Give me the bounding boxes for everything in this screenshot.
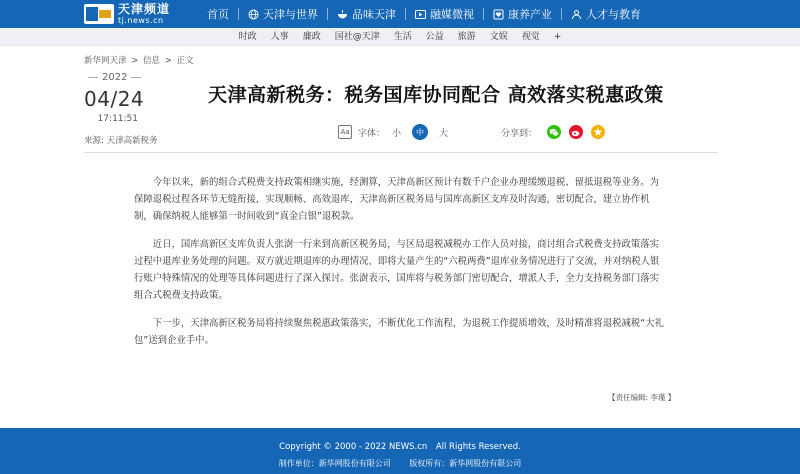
nav-talent-education[interactable]: 人才与教育 bbox=[562, 0, 650, 28]
nav-taste-tianjin[interactable]: 品味天津 bbox=[328, 0, 405, 28]
article-source: 来源: 天津高新税务 bbox=[84, 136, 158, 146]
font-large-button[interactable]: 大 bbox=[439, 128, 449, 139]
font-size-label: 字体： bbox=[358, 128, 386, 139]
breadcrumb bbox=[84, 54, 196, 66]
footer-owner: 版权所有：新华网股份有限公司 bbox=[409, 459, 522, 468]
main-nav bbox=[198, 0, 650, 28]
top-navigation-bar bbox=[0, 0, 800, 28]
breadcrumb-info-link[interactable]: 信息 bbox=[143, 56, 161, 66]
subnav-personnel[interactable]: 人事 bbox=[270, 31, 289, 42]
subnav-public-welfare[interactable]: 公益 bbox=[425, 31, 444, 42]
article-paragraph: 今年以来，新的组合式税费支持政策相继实施，经测算，天津高新区预计有数千户企业办理缓缴退税、留抵退税等业务。为保障退税过程各环节无缝衔接，实现顺畅、高效退库，天津高新区税务局与国库高新区支库及时沟通，密切配合，建立协作机制，确保纳税人能够第一时间收到“真金白银”退税款。 bbox=[134, 177, 660, 222]
font-size-icon: Aa bbox=[338, 125, 352, 139]
logo-title: 天津频道 bbox=[118, 2, 171, 16]
subnav-travel[interactable]: 旅游 bbox=[457, 31, 476, 42]
subnav-more-button[interactable]: + bbox=[553, 31, 562, 42]
article-body bbox=[134, 174, 664, 360]
nav-health-industry[interactable]: 康养产业 bbox=[484, 0, 561, 28]
subnav-entertainment[interactable]: 文娱 bbox=[489, 31, 508, 42]
secondary-nav bbox=[0, 28, 800, 46]
font-medium-button[interactable]: 中 bbox=[412, 124, 428, 140]
play-icon bbox=[415, 9, 426, 20]
share-label: 分享到： bbox=[501, 128, 538, 139]
footer-copyright: Copyright © 2000 - 2022 NEWS.cn All Rights Reserved. bbox=[279, 442, 521, 452]
weibo-share-icon[interactable] bbox=[569, 125, 583, 139]
font-small-button[interactable]: 小 bbox=[392, 128, 402, 139]
globe-icon bbox=[248, 9, 259, 20]
subnav-life[interactable]: 生活 bbox=[393, 31, 412, 42]
breadcrumb-separator: > bbox=[131, 56, 139, 66]
nav-media-video[interactable]: 融媒微视 bbox=[406, 0, 483, 28]
breadcrumb-separator: > bbox=[164, 56, 172, 66]
qzone-share-icon[interactable] bbox=[591, 125, 605, 139]
bowl-icon bbox=[337, 9, 348, 20]
article-title: 天津高新税务：税务国库协同配合 高效落实税惠政策 bbox=[208, 84, 664, 106]
xinhua-logo-icon bbox=[84, 4, 114, 24]
breadcrumb-current: 正文 bbox=[176, 56, 194, 66]
site-footer bbox=[0, 428, 800, 474]
subnav-politics[interactable]: 时政 bbox=[238, 31, 257, 42]
person-icon bbox=[571, 9, 582, 20]
publish-time: 17:11:51 bbox=[97, 114, 138, 124]
subnav-integrity[interactable]: 廉政 bbox=[302, 31, 321, 42]
publish-year: 2022 bbox=[102, 72, 128, 83]
footer-producer: 制作单位：新华网股份有限公司 bbox=[278, 459, 391, 468]
article-paragraph: 近日，国库高新区支库负责人张澍一行来到高新区税务局，与区局退税减税办工作人员对接，商讨组合式税费支持政策落实过程中退库业务处理的问题。双方就近期退库的办理情况、即将大量产生的“六税两费”退库业务情况进行了交流，并对纳税人银行账户特殊情况的处理等具体问题进行了深入探讨。张澍表示，国库将与税务部门密切配合，增派人手，全力支持税务部门落实组合式税费支持政策。 bbox=[134, 239, 660, 301]
subnav-visual[interactable]: 视觉 bbox=[521, 31, 540, 42]
nav-tianjin-world[interactable]: 天津与世界 bbox=[239, 0, 327, 28]
logo-url: tj.news.cn bbox=[118, 16, 164, 25]
subnav-guoshe-tianjin[interactable]: 国社@天津 bbox=[334, 31, 380, 42]
publish-month-day: 04/24 bbox=[84, 87, 145, 111]
article-toolbar bbox=[338, 124, 609, 140]
responsible-editor: 【责任编辑: 李瑾 】 bbox=[608, 393, 676, 402]
nav-home[interactable]: 首页 bbox=[207, 8, 229, 21]
article-paragraph: 下一步，天津高新区税务局将持续聚焦税惠政策落实，不断优化工作流程，为退税工作提质增效，及时精准将退税减税“大礼包”送到企业手中。 bbox=[134, 318, 664, 346]
header-divider bbox=[84, 152, 718, 153]
publish-date bbox=[84, 72, 154, 124]
year-rule bbox=[88, 77, 98, 78]
heart-icon bbox=[493, 9, 504, 20]
wechat-share-icon[interactable] bbox=[547, 125, 561, 139]
site-logo[interactable] bbox=[84, 3, 184, 25]
breadcrumb-home-link[interactable]: 新华网天津 bbox=[84, 56, 127, 66]
year-rule bbox=[131, 77, 141, 78]
